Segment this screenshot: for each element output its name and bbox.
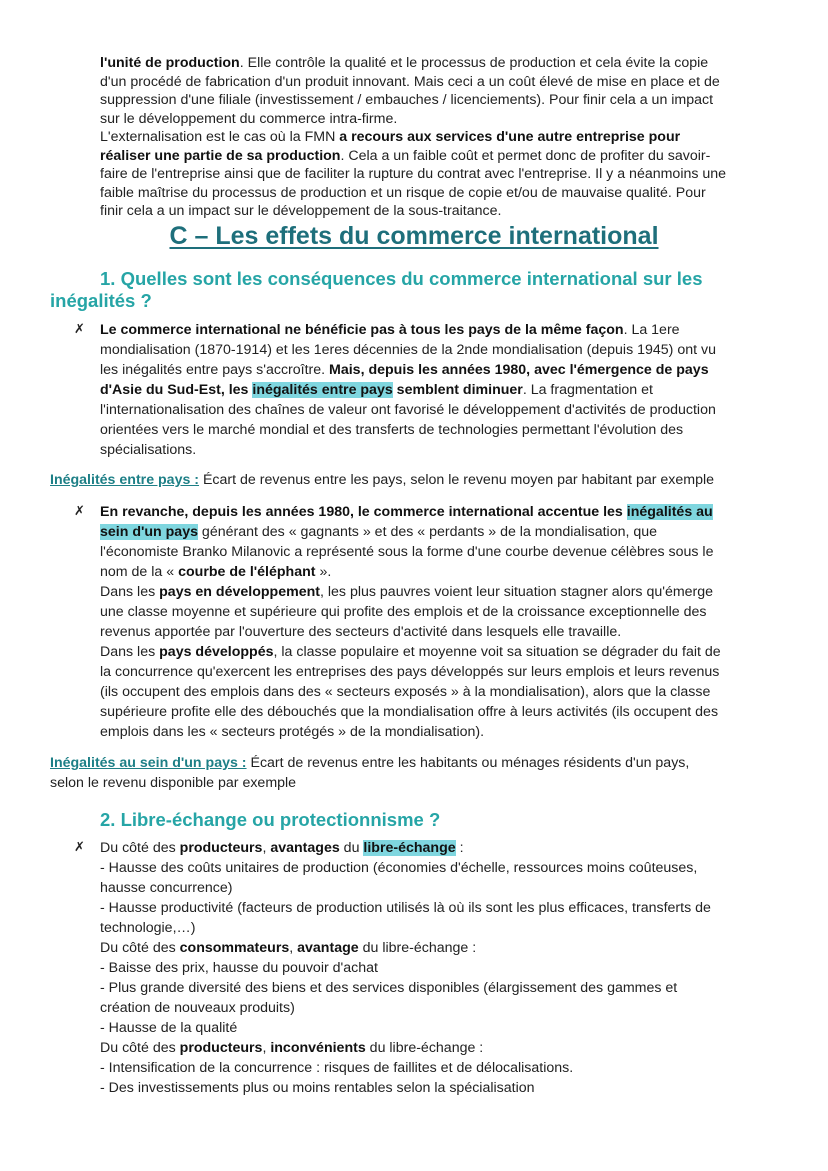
text-line: [100, 320, 716, 340]
bold-text: d'Asie du Sud-Est, les: [100, 382, 253, 398]
text-line: [100, 722, 721, 742]
text-line: [100, 440, 716, 460]
text-line: [100, 958, 711, 978]
text-line: [100, 998, 711, 1018]
text: création de nouveaux produits): [100, 1000, 295, 1016]
highlighted-text: inégalités au: [626, 504, 713, 520]
text: une classe moyenne et supérieure qui profite des emplois et de la croissance exceptionnelle des: [100, 604, 707, 620]
text: orientées vers le marché mondial et des transferts de technologies permettant l'évolution des: [100, 422, 684, 438]
text-line: [100, 838, 711, 858]
text-line: [100, 184, 726, 203]
text-line: [100, 858, 711, 878]
text: faire de l'entreprise ainsi que de faciliter la rupture du contrat avec l'entreprise. Il y a néanmoins une: [100, 166, 727, 182]
text-line: [100, 542, 721, 562]
text: Écart de revenus entre les habitants ou ménages résidents d'un pays,: [246, 755, 690, 771]
text: technologie,…): [100, 920, 196, 936]
text: . La 1ere: [623, 322, 680, 338]
text: du libre-échange :: [358, 940, 477, 956]
text-line: [100, 502, 721, 522]
text: emplois dans les « secteurs protégés » de la mondialisation).: [100, 724, 485, 740]
text-line: [100, 128, 726, 147]
text-line: [100, 562, 721, 582]
text-line: [100, 878, 711, 898]
text: du: [339, 840, 364, 856]
text: mondialisation (1870-1914) et les 1eres décennies de la 2nde mondialisation (depuis 1945) ont vu: [100, 342, 716, 358]
text: ,: [289, 940, 298, 956]
question-2-heading: 2. Libre-échange ou protectionnisme ?: [100, 809, 441, 830]
text-line: [100, 1038, 711, 1058]
text: nom de la «: [100, 564, 179, 580]
definition-term: Inégalités entre pays :: [50, 472, 200, 488]
text: - Hausse productivité (facteurs de production utilisés là où ils sont les plus efficaces, transferts de: [100, 900, 711, 916]
text: - Plus grande diversité des biens et des services disponibles (élargissement des gammes et: [100, 980, 678, 996]
text: ,: [262, 1040, 271, 1056]
definition-inequalities-within-country: [50, 753, 689, 793]
text-line: [100, 360, 716, 380]
bold-text: pays développés: [159, 644, 274, 660]
bold-text: semblent diminuer: [392, 382, 523, 398]
text: ,: [262, 840, 271, 856]
text: (ils occupent des emplois dans des « secteurs exposés » à la mondialisation), alors que la classe: [100, 684, 711, 700]
question-1-heading-line2: inégalités ?: [50, 290, 152, 311]
text: - Baisse des prix, hausse du pouvoir d'achat: [100, 960, 378, 976]
text: , les plus pauvres voient leur situation stagner alors qu'émerge: [319, 584, 714, 600]
text-line: [100, 938, 711, 958]
text: - Hausse des coûts unitaires de production (économies d'échelle, ressources moins coûteuses,: [100, 860, 698, 876]
bullet-inequalities-within-country: [100, 502, 721, 742]
text: selon le revenu disponible par exemple: [50, 775, 297, 791]
definition-inequalities-between-countries: [50, 470, 714, 490]
text-line: [100, 340, 716, 360]
text: hausse concurrence): [100, 880, 233, 896]
bold-text: Mais, depuis les années 1980, avec l'émergence de pays: [329, 362, 709, 378]
text-line: [100, 91, 726, 110]
text: - Hausse de la qualité: [100, 1020, 238, 1036]
text: la concurrence qu'exercent les entreprises des pays développés sur leurs emplois et leurs revenus: [100, 664, 720, 680]
text-line: [100, 582, 721, 602]
text: du libre-échange :: [365, 1040, 484, 1056]
text: revenus apportée par l'ouverture des secteurs d'activité dans lesquels elle travaille.: [100, 624, 622, 640]
text: . La fragmentation et: [522, 382, 653, 398]
bold-text: l'unité de production: [100, 55, 240, 71]
text-line: [100, 54, 726, 73]
bold-text: producteurs: [179, 1040, 263, 1056]
bullet-cross-icon: ✗: [74, 503, 85, 518]
text: Écart de revenus entre les pays, selon le revenu moyen par habitant par exemple: [199, 472, 715, 488]
text: - Des investissements plus ou moins rentables selon la spécialisation: [100, 1080, 535, 1096]
text: :: [455, 840, 464, 856]
text: . Elle contrôle la qualité et le processus de production et cela évite la copie: [239, 55, 709, 71]
text: faible maîtrise du processus de production et un risque de copie et/ou de mauvaise qualité. Pour: [100, 184, 706, 201]
text: les inégalités entre pays s'accroître.: [100, 362, 330, 378]
text: Dans les: [100, 644, 160, 660]
text-line: [100, 602, 721, 622]
text-line: [100, 662, 721, 682]
text-line: [100, 400, 716, 420]
bold-text: consommateurs: [179, 940, 290, 956]
bold-text: inconvénients: [270, 1040, 366, 1056]
text: spécialisations.: [100, 442, 197, 458]
text: - Intensification de la concurrence : risques de faillites et de délocalisations.: [100, 1060, 574, 1076]
text: l'internationalisation des chaînes de valeur ont favorisé le développement d'activités de production: [100, 402, 716, 418]
text-line: [100, 622, 721, 642]
question-1-heading: [50, 268, 703, 312]
text-line: [100, 165, 726, 184]
highlighted-text: libre-échange: [363, 840, 456, 856]
text: l'économiste Branko Milanovic a représenté sous la forme d'une courbe devenue célèbres sous le: [100, 544, 714, 560]
bullet-cross-icon: ✗: [74, 321, 85, 336]
text: , la classe populaire et moyenne voit sa situation se dégrader du fait de: [273, 644, 721, 660]
bold-text: En revanche, depuis les années 1980, le commerce international accentue les: [100, 504, 627, 520]
text: ».: [315, 564, 332, 580]
bold-text: producteurs: [179, 840, 263, 856]
text: Dans les: [100, 584, 160, 600]
bold-text: avantage: [297, 940, 359, 956]
bold-text: a recours aux services d'une autre entreprise pour: [339, 129, 681, 145]
text-line: [100, 420, 716, 440]
text-line: [100, 1078, 711, 1098]
text-line: [100, 73, 726, 92]
text-line: [100, 110, 726, 129]
intro-paragraph: [100, 54, 726, 221]
text-line: [100, 1018, 711, 1038]
bold-text: courbe de l'éléphant: [178, 564, 316, 580]
text: Du côté des: [100, 840, 180, 856]
text-line: [100, 682, 721, 702]
text-line: [100, 978, 711, 998]
text-line: [100, 702, 721, 722]
text-line: [100, 1058, 711, 1078]
section-title: C – Les effets du commerce international: [169, 222, 659, 250]
text-line: [50, 470, 714, 490]
bold-text: réaliser une partie de sa production: [100, 147, 341, 164]
bullet-inequalities-between-countries: [100, 320, 716, 460]
text: Du côté des: [100, 940, 180, 956]
text-line: [100, 522, 721, 542]
bold-text: avantages: [270, 840, 340, 856]
text-line: [50, 753, 689, 773]
bold-text: pays en développement: [159, 584, 320, 600]
text-line: [100, 147, 726, 166]
text-line: [50, 773, 689, 793]
text: L'externalisation est le cas où la FMN: [100, 129, 340, 145]
question-1-heading-line1: 1. Quelles sont les conséquences du commerce international sur les: [100, 268, 703, 289]
text: . Cela a un faible coût et permet donc de profiter du savoir-: [340, 147, 711, 164]
text: finir cela a un impact sur le développement de la sous-traitance.: [100, 203, 502, 219]
text-line: [100, 202, 726, 221]
text-line: [100, 898, 711, 918]
text: d'un procédé de fabrication d'un produit innovant. Mais ceci a un coût élevé de mise en place et de: [100, 73, 720, 90]
text: générant des « gagnants » et des « perdants » de la mondialisation, que: [197, 524, 658, 540]
text-line: [100, 918, 711, 938]
highlighted-text: inégalités entre pays: [252, 382, 393, 398]
definition-term: Inégalités au sein d'un pays :: [50, 755, 247, 771]
text: sur le développement du commerce intra-firme.: [100, 110, 398, 127]
text: suppression d'une filiale (investissement / embauches / licenciements). Pour finir cela a un impact: [100, 92, 714, 108]
bullet-cross-icon: ✗: [74, 839, 85, 854]
bold-text: Le commerce international ne bénéficie pas à tous les pays de la même façon: [100, 322, 624, 338]
text-line: [100, 642, 721, 662]
bullet-free-trade: [100, 838, 711, 1098]
highlighted-text: sein d'un pays: [100, 524, 198, 540]
text: Du côté des: [100, 1040, 180, 1056]
text-line: [100, 380, 716, 400]
text: supérieure profite elle des débouchés que la mondialisation offre à leurs activités (ils occupent des: [100, 704, 719, 720]
